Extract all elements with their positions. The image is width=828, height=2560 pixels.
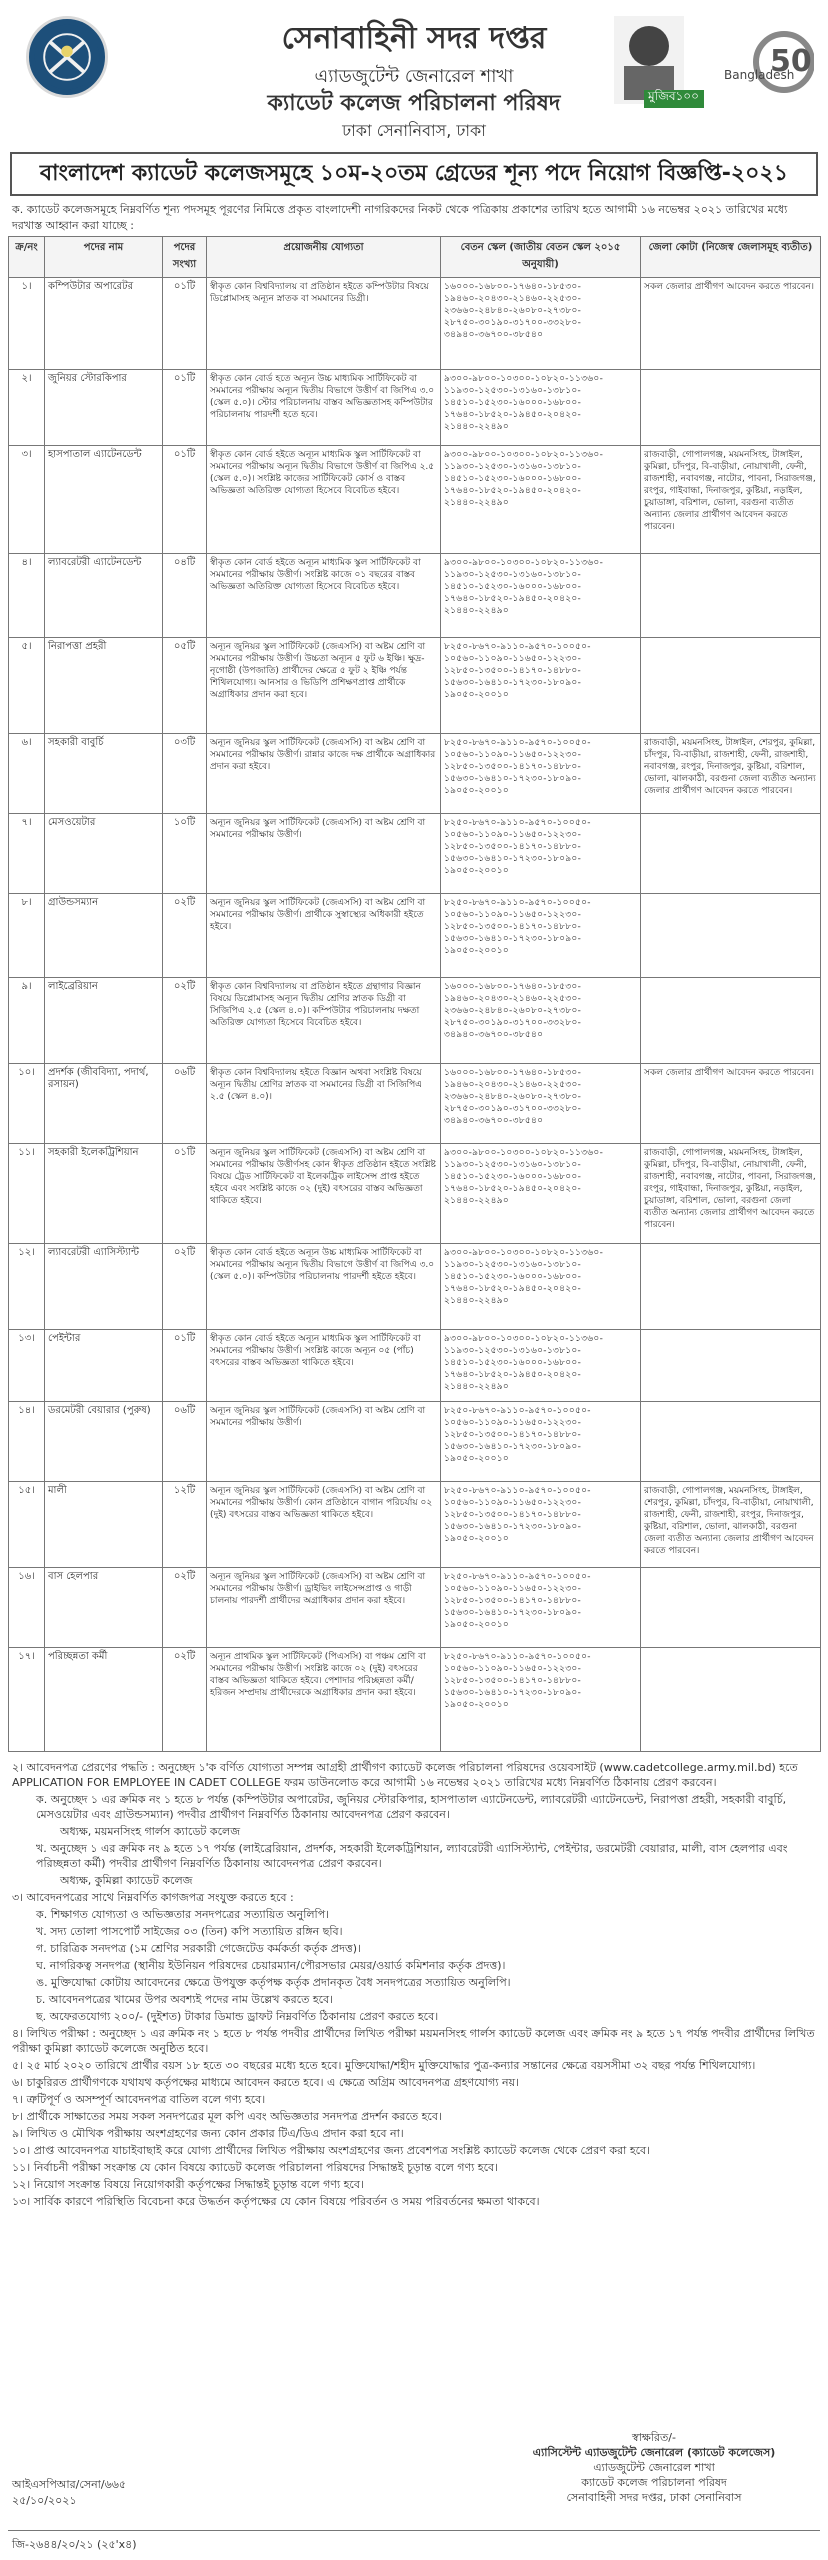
pay-scale-line: ১৯০৫০-২০০১০ [444,1700,510,1710]
pay-scale-line: ১১৯৩০-১২৫৩০-১৩১৬০-১৩৮১০- [444,1260,582,1270]
pay-scale-line: ২৩৬৬০-২৪৮৪০-২৬০৮০-২৭৩৮০- [444,306,582,316]
post-name-cell: সহকারী বাবুর্চি [45,734,163,814]
page-title: সেনাবাহিনী সদর দপ্তর [281,21,547,56]
table-row [9,1482,821,1568]
post-count-cell: ০২টি [163,894,207,978]
footer-paragraph: ছ. অফেরতযোগ্য ২০০/- (দুইশত) টাকার ডিমান্ড ড্রাফট নিম্নবর্ণিত ঠিকানায় প্রেরণ করতে হবে। [36,2010,439,2023]
pay-scale-line: ১৯০৫০-২০০১০ [444,866,510,876]
footer-paragraph: ১১। নির্বাচনী পরীক্ষা সংক্রান্ত যে কোন বিষয়ে ক্যাডেট কলেজ পরিচালনা পরিষদের সিদ্ধান্তই চূড়ান্ত বলে গণ্য হবে। [12,2161,499,2174]
qualification-cell: অন্যূন প্রাথমিক স্কুল সার্টিফিকেট (পিএসসি) বা পঞ্চম শ্রেণি বা সমমানের পরীক্ষায় উত্তীর্ণ। সংশ্লিষ্ট কাজে ০২ (দুই) বৎসরের বাস্তব অভিজ্ঞতা থাকিতে হইবে। পেশাদার পরিচ্ছন্নতা কর্মী/হরিজন সম্প্রদায় প্রার্থীদেরকে অগ্রাধিকার প্রদান করা হইবে। [207,1648,441,1752]
pay-scale-line: ১২৮৫০-১৩৫০০-১৪১৭০-১৪৮৮০- [444,762,582,772]
pay-scale-line: ১২৮৫০-১৩৫০০-১৪১৭০-১৪৮৮০- [444,1510,582,1520]
post-count-cell: ১২টি [163,1482,207,1568]
pay-scale-cell [441,1330,641,1402]
mujib100-logo-icon [604,10,814,120]
serial-cell: ৭। [9,814,45,894]
district-quota-cell [641,1568,821,1648]
qualification-cell: অন্যূন জুনিয়র স্কুল সার্টিফিকেট (জেএসসি) বা অষ্টম শ্রেণি বা সমমানের পরীক্ষায় উত্তীর্ণ। কোন প্রতিষ্ঠানে বাগান পরিচর্যায় ০২ (দুই) বৎসরের বাস্তব অভিজ্ঞতা থাকিতে হইবে। [207,1482,441,1568]
serial-cell: ১৪। [9,1402,45,1482]
org-name: ক্যাডেট কলেজ পরিচালনা পরিষদ [267,91,561,116]
pay-scale-line: ১৯০৫০-২০০১০ [444,946,510,956]
district-quota-cell [641,1402,821,1482]
post-name-cell: ল্যাবরেটরী এ্যাটেনডেন্ট [45,554,163,638]
post-count-cell: ০৬টি [163,1402,207,1482]
footer-paragraph: গ. চারিত্রিক সনদপত্র (১ম শ্রেণির সরকারী গেজেটেড কর্মকর্তা কর্তৃক প্রদত্ত)। [36,1942,361,1955]
qualification-cell: অন্যূন জুনিয়র স্কুল সার্টিফিকেট (জেএসসি) বা অষ্টম শ্রেণি বা সমমানের পরীক্ষায় উত্তীর্ণ। উচ্চতা অন্যূন ৫ ফুট ৬ ইঞ্চি। ক্ষুদ্র-নৃগোষ্ঠী (উপজাতি) প্রার্থীদের ক্ষেত্রে ৫ ফুট ২ ইঞ্চি পর্যন্ত শিথিলযোগ্য। আনসার ও ভিডিপি প্রশিক্ষণপ্রাপ্ত প্রার্থীকে অগ্রাধিকার প্রদান করা হবে। [207,638,441,734]
footer-paragraph: ৮। প্রার্থীকে সাক্ষাতের সময় সকল সনদপত্রের মূল কপি এবং অভিজ্ঞতার সনদপত্র প্রদর্শন করতে হবে। [12,2110,442,2123]
post-count-cell: ০৬টি [163,1064,207,1144]
post-name-cell: পেইন্টার [45,1330,163,1402]
pay-scale-line: ৯৩০০-৯৮০০-১০৩০০-১০৮২০-১১৩৬০- [444,1334,604,1344]
serial-cell: ১৫। [9,1482,45,1568]
fifty-logo-text: 50 [770,44,812,79]
pay-scale-line: ১৪৫১০-১৫২৩০-১৬০০০-১৬৮০০- [444,398,582,408]
header-post: পদের নাম [45,237,163,278]
qualification-cell: স্বীকৃত কোন বোর্ড হইতে অন্যূন মাধ্যমিক স্কুল সার্টিফিকেট বা সমমানের পরীক্ষায় উত্তীর্ণ। সংশ্লিষ্ট কাজে অন্যূন ০৫ (পাঁচ) বৎসরের বাস্তব অভিজ্ঞতা থাকিতে হইবে। [207,1330,441,1402]
serial-cell: ১১। [9,1144,45,1244]
pay-scale-line: ৮২৫০-৮৬৭০-৯১১০-৯৫৭০-১০০৫০- [444,898,591,908]
pay-scale-line: ২১৪৪০-২২৪৯০ [444,1382,510,1392]
table-row [9,1402,821,1482]
pay-scale-line: ২৩৬৬০-২৪৮৪০-২৬০৮০-২৭৩৮০- [444,1006,582,1016]
footer-paragraph: খ. অনুচ্ছেদ ১ এর ক্রমিক নং ৯ হতে ১৭ পর্যন্ত (লাইব্রেরিয়ান, প্রদর্শক, সহকারী ইলেকট্রিশিয়ান, ল্যাবরেটরী এ্যাসিস্ট্যান্ট, পেইন্টার, ডরমেটরী বেয়ারার, মালী, বাস হেলপার এবং পরিচ্ছন্নতা কর্মী) পদবীর প্রার্থীগণ নিম্নবর্ণিত ঠিকানায় আবেদনপত্র প্রেরণ করবেন। [36,1842,788,1870]
post-count-cell: ০১টি [163,370,207,446]
district-quota-cell [641,1330,821,1402]
district-quota-cell [641,894,821,978]
pay-scale-line: ৩৪৯৪০-৩৬৭০০-৩৮৫৪০ [444,1030,544,1040]
post-name-cell: হাসপাতাল এ্যাটেনডেন্ট [45,446,163,554]
post-name-cell: গ্রাউন্ডসম্যান [45,894,163,978]
ref-number: আইএসপিআর/সেনা/৬৬৫ [12,2478,127,2491]
qualification-cell: অন্যূন জুনিয়র স্কুল সার্টিফিকেট (জেএসসি) বা অষ্টম শ্রেণি বা সমমানের পরীক্ষায় উত্তীর্ণ। [207,814,441,894]
divider [8,2530,820,2531]
pay-scale-line: ১৬০০০-১৬৮০০-১৭৬৪০-১৮৫৩০- [444,982,582,992]
signature-org: ক্যাডেট কলেজ পরিচালনা পরিষদ [581,2476,727,2489]
pay-scale-cell [441,1064,641,1144]
serial-cell: ১০। [9,1064,45,1144]
pay-scale-cell [441,1144,641,1244]
pay-scale-line: ১০৫৬০-১১০৯০-১১৬৫০-১২২৩০- [444,830,582,840]
post-name-cell: ডরমেটরী বেয়ারার (পুরুষ) [45,1402,163,1482]
pay-scale-line: ১৯০৫০-২০০১০ [444,1454,510,1464]
pay-scale-line: ২৮৭৫০-৩০১৯০-৩১৭০০-৩৩২৮০- [444,1104,582,1114]
footer-paragraph: ৫। ২৫ মার্চ ২০২০ তারিখে প্রার্থীর বয়স ১৮ হতে ৩০ বছরের মধ্যে হতে হবে। মুক্তিযোদ্ধা/শহীদ মুক্তিযোদ্ধার পুত্র-কন্যার সন্তানের ক্ষেত্রে বয়সসীমা ৩২ বছর পর্যন্ত শিথিলযোগ্য। [12,2059,756,2072]
pay-scale-line: ১৬০০০-১৬৮০০-১৭৬৪০-১৮৫৩০- [444,1068,582,1078]
district-quota-cell: সকল জেলার প্রার্থীগণ আবেদন করতে পারবেন। [641,278,821,370]
post-count-cell: ১০টি [163,814,207,894]
footer-paragraph: অধ্যক্ষ, ময়মনসিংহ গার্লস ক্যাডেট কলেজ [60,1825,241,1838]
table-row [9,554,821,638]
header-district-quota: জেলা কোটা (নিজেস্ব জেলাসমূহ ব্যতীত) [641,237,821,278]
pay-scale-line: ১১৯৩০-১২৫৩০-১৩১৬০-১৩৮১০- [444,462,582,472]
pay-scale-line: ১৯০৫০-২০০১০ [444,1534,510,1544]
qualification-cell: অন্যূন জুনিয়র স্কুল সার্টিফিকেট (জেএসসি) বা অষ্টম শ্রেণি বা সমমানের পরীক্ষায় উত্তীর্ণ। [207,1402,441,1482]
qualification-cell: স্বীকৃত কোন বোর্ড হইতে অন্যূন মাধ্যমিক স্কুল সার্টিফিকেট বা সমমানের পরীক্ষায় অন্যূন দ্বিতীয় বিভাগে উত্তীর্ণ বা জিপিএ ২.৫ (স্কেল ৫.০)। সংশ্লিষ্ট কাজের সার্টিফিকেট কোর্স ও বাস্তব অভিজ্ঞতা অতিরিক্ত যোগ্যতা হিসেবে বিবেচিত হইবে। [207,446,441,554]
footer-paragraph: ২। আবেদনপত্র প্রেরণের পদ্ধতি : অনুচ্ছেদ ১'ক বর্ণিত যোগ্যতা সম্পন্ন আগ্রহী প্রার্থীগণ ক্যাডেট কলেজ পরিচালনা পরিষদের ওয়েবসাইট (www.cadetcollege.army.mil.bd) হতে APPLICATION FOR EMPLOYEE IN CADET COLLEGE ফরম ডাউনলোড করে আগামী ১৬ নভেম্বর ২০২১ তারিখের মধ্যে নিম্নবর্ণিত ঠিকানায় প্রেরণ করবেন। [12,1761,798,1789]
pay-scale-line: ১০৫৬০-১১০৯০-১১৬৫০-১২২৩০- [444,654,582,664]
qualification-cell: স্বীকৃত কোন বোর্ড হইতে অন্যূন উচ্চ মাধ্যমিক সার্টিফিকেট বা সমমানের পরীক্ষায় অন্যূন দ্বিতীয় বিভাগে উত্তীর্ণ বা জিপিএ ৩.০ (স্কেল ৫.০)। কম্পিউটার পরিচালনায় পারদর্শী হইতে হইবে। [207,1244,441,1330]
pay-scale-line: ২১৪৪০-২২৪৯০ [444,1296,510,1306]
post-name-cell: সহকারী ইলেকট্রিশিয়ান [45,1144,163,1244]
pay-scale-line: ১৫৬৩০-১৬৪১০-১৭২৩০-১৮০৯০- [444,854,582,864]
pay-scale-line: ১২৮৫০-১৩৫০০-১৪১৭০-১৪৮৮০- [444,1430,582,1440]
pay-scale-line: ২১৪৪০-২২৪৯০ [444,422,510,432]
table-header-row [9,237,821,278]
post-name-cell: ল্যাবরেটরী এ্যাসিস্ট্যান্ট [45,1244,163,1330]
pay-scale-line: ১১৯৩০-১২৫৩০-১৩১৬০-১৩৮১০- [444,1346,582,1356]
post-name-cell: মেসওয়েটার [45,814,163,894]
table-row [9,370,821,446]
signature-name: এ্যাসিস্টেন্ট এ্যাডজুটেন্ট জেনারেল (ক্যাডেট কলেজেস) [532,2446,776,2459]
signature-block [504,2430,804,2505]
pay-scale-line: ১৪৫১০-১৫২৩০-১৬০০০-১৬৮০০- [444,1172,582,1182]
pay-scale-line: ১৭৬৪০-১৮৫২০-১৯৪৫০-২০৪২০- [444,1284,582,1294]
pay-scale-cell [441,1244,641,1330]
pay-scale-cell [441,638,641,734]
header [0,0,828,150]
signature-location: সেনাবাহিনী সদর দপ্তর, ঢাকা সেনানিবাস [566,2491,742,2504]
bangladesh-logo-text: Bangladesh [724,68,795,82]
post-name-cell: লাইব্রেরিয়ান [45,978,163,1064]
pay-scale-line: ১১৯৩০-১২৫৩০-১৩১৬০-১৩৮১০- [444,570,582,580]
serial-cell: ২। [9,370,45,446]
table-row [9,1330,821,1402]
pay-scale-line: ১৫৬৩০-১৬৪১০-১৭২৩০-১৮০৯০- [444,678,582,688]
table-row [9,894,821,978]
footer-paragraph: ১৩। সার্বিক কারণে পরিস্থিতি বিবেচনা করে উদ্ধর্তন কর্তৃপক্ষের যে কোন বিষয়ে পরিবর্তন ও সময় পরিবর্তনের ক্ষমতা থাকবে। [12,2195,540,2208]
pay-scale-cell [441,446,641,554]
pay-scale-line: ১২৮৫০-১৩৫০০-১৪১৭০-১৪৮৮০- [444,666,582,676]
table-row [9,638,821,734]
footer-paragraph: খ. সদ্য তোলা পাসপোর্ট সাইজের ০৩ (তিন) কপি সত্যায়িত রঙ্গিন ছবি। [36,1925,343,1938]
post-count-cell: ০২টি [163,1648,207,1752]
serial-cell: ৯। [9,978,45,1064]
pay-scale-line: ১৭৬৪০-১৮৫২০-১৯৪৫০-২০৪২০- [444,1370,582,1380]
post-count-cell: ০২টি [163,1568,207,1648]
post-name-cell: কম্পিউটার অপারেটর [45,278,163,370]
district-quota-cell [641,978,821,1064]
pay-scale-line: ৯৩০০-৯৮০০-১০৩০০-১০৮২০-১১৩৬০- [444,1248,604,1258]
footer-instructions [12,1760,816,2211]
serial-cell: ৫। [9,638,45,734]
pay-scale-line: ২১৪৪০-২২৪৯০ [444,1196,510,1206]
table-row [9,734,821,814]
pay-scale-line: ১৫৬৩০-১৬৪১০-১৭২৩০-১৮০৯০- [444,774,582,784]
pay-scale-line: ১৯০৫০-২০০১০ [444,786,510,796]
pay-scale-line: ১৯৪৬০-২০৪৩০-২১৪৬০-২২৫৩০- [444,1080,582,1090]
pay-scale-cell [441,1568,641,1648]
pay-scale-line: ২৮৭৫০-৩০১৯০-৩১৭০০-৩৩২৮০- [444,318,582,328]
header-qualification: প্রয়োজনীয় যোগ্যতা [207,237,441,278]
qualification-cell: স্বীকৃত কোন বোর্ড হইতে অন্যূন মাধ্যমিক স্কুল সার্টিফিকেট বা সমমানের পরীক্ষায় উত্তীর্ণ। সংশ্লিষ্ট কাজে ০১ বছরের বাস্তব অভিজ্ঞতা অতিরিক্ত যোগ্যতা হিসেবে বিবেচিত হইবে। [207,554,441,638]
pay-scale-line: ৮২৫০-৮৬৭০-৯১১০-৯৫৭০-১০০৫০- [444,1572,591,1582]
post-count-cell: ০৫টি [163,638,207,734]
footer-paragraph: ৩। আবেদনপত্রের সাথে নিম্নবর্ণিত কাগজপত্র সংযুক্ত করতে হবে : [12,1891,294,1904]
pay-scale-line: ৮২৫০-৮৬৭০-৯১১০-৯৫৭০-১০০৫০- [444,1406,591,1416]
pay-scale-line: ১০৫৬০-১১০৯০-১১৬৫০-১২২৩০- [444,910,582,920]
table-row [9,1244,821,1330]
footer-paragraph: ৬। চাকুরিরত প্রার্থীগণকে যথাযথ কর্তৃপক্ষের মাধ্যমে আবেদন করতে হবে। এ ক্ষেত্রে অগ্রিম আবেদনপত্র গ্রহণযোগ্য নয়। [12,2076,520,2089]
pay-scale-line: ৯৩০০-৯৮০০-১০৩০০-১০৮২০-১১৩৬০- [444,1148,604,1158]
pay-scale-line: ১৯০৫০-২০০১০ [444,690,510,700]
district-quota-cell [641,1244,821,1330]
pay-scale-line: ১৯৪৬০-২০৪৩০-২১৪৬০-২২৫৩০- [444,994,582,1004]
pay-scale-line: ৮২৫০-৮৬৭০-৯১১০-৯৫৭০-১০০৫০- [444,1652,591,1662]
pay-scale-line: ১২৮৫০-১৩৫০০-১৪১৭০-১৪৮৮০- [444,922,582,932]
pay-scale-line: ৩৪৯৪০-৩৬৭০০-৩৮৫৪০ [444,330,544,340]
pay-scale-line: ৮২৫০-৮৬৭০-৯১১০-৯৫৭০-১০০৫০- [444,1486,591,1496]
post-count-cell: ০২টি [163,978,207,1064]
serial-cell: ১। [9,278,45,370]
district-quota-cell: সকল জেলার প্রার্থীগণ আবেদন করতে পারবেন। [641,1064,821,1144]
pay-scale-cell [441,1482,641,1568]
pay-scale-line: ১০৫৬০-১১০৯০-১১৬৫০-১২২৩০- [444,1664,582,1674]
post-count-cell: ০১টি [163,446,207,554]
pay-scale-cell [441,278,641,370]
district-quota-cell [641,638,821,734]
district-quota-cell [641,370,821,446]
qualification-cell: স্বীকৃত কোন বিশ্ববিদ্যালয় বা প্রতিষ্ঠান হইতে কম্পিউটার বিষয়ে ডিপ্লোমাসহ অন্যূন স্নাতক বা সমমানের ডিগ্রী। [207,278,441,370]
post-name-cell: নিরাপত্তা প্রহরী [45,638,163,734]
branch-name: এ্যাডজুটেন্ট জেনারেল শাখা [314,66,514,87]
pay-scale-line: ১৪৫১০-১৫২৩০-১৬০০০-১৬৮০০- [444,1358,582,1368]
pay-scale-line: ১৫৬৩০-১৬৪১০-১৭২৩০-১৮০৯০- [444,1522,582,1532]
table-row [9,446,821,554]
pay-scale-line: ১৪৫১০-১৫২৩০-১৬০০০-১৬৮০০- [444,1272,582,1282]
pay-scale-line: ১৭৬৪০-১৮৫২০-১৯৪৫০-২০৪২০- [444,594,582,604]
pay-scale-cell [441,734,641,814]
footer-paragraph: ঙ. মুক্তিযোদ্ধা কোটায় আবেদনের ক্ষেত্রে উপযুক্ত কর্তৃপক্ষ কর্তৃক প্রদানকৃত বৈধ সনদপত্রের সত্যায়িত অনুলিপি। [36,1976,511,1989]
pay-scale-line: ৯৩০০-৯৮০০-১০৩০০-১০৮২০-১১৩৬০- [444,450,604,460]
pay-scale-line: ২৮৭৫০-৩০১৯০-৩১৭০০-৩৩২৮০- [444,1018,582,1028]
qualification-cell: অন্যূন জুনিয়র স্কুল সার্টিফিকেট (জেএসসি) বা অষ্টম শ্রেণি বা সমমানের পরীক্ষায় উত্তীর্ণ। ড্রাইভিং লাইসেন্সপ্রাপ্ত ও গাড়ী চালনায় পারদর্শী প্রার্থীদের অগ্রাধিকার প্রদান করা হইবে। [207,1568,441,1648]
vacancy-table [8,236,821,1752]
district-quota-cell [641,554,821,638]
signature-label: স্বাক্ষরিত/- [632,2431,676,2444]
district-quota-cell [641,1648,821,1752]
serial-cell: ১৭। [9,1648,45,1752]
pay-scale-line: ১২৮৫০-১৩৫০০-১৪১৭০-১৪৮৮০- [444,842,582,852]
pay-scale-line: ২৩৬৬০-২৪৮৪০-২৬০৮০-২৭৩৮০- [444,1092,582,1102]
post-name-cell: জুনিয়র স্টোরকিপার [45,370,163,446]
pay-scale-line: ১৪৫১০-১৫২৩০-১৬০০০-১৬৮০০- [444,474,582,484]
qualification-cell: স্বীকৃত কোন বোর্ড হতে অন্যূন উচ্চ মাধ্যমিক সার্টিফিকেট বা সমমানের পরীক্ষায় অন্যূন দ্বিতীয় বিভাগে উত্তীর্ণ বা জিপিএ ৩.০ (স্কেল ৫.০)। স্টোর পরিচালনায় বাস্তব অভিজ্ঞতাসহ কম্পিউটার পরিচালনায় পারদর্শী হতে হবে। [207,370,441,446]
district-quota-cell: রাজবাড়ী, গোপালগঞ্জ, ময়মনসিংহ, টাঙ্গাইল, কুমিল্লা, চাঁদপুর, বি-বাড়ীয়া, নোয়াখালী, ফেনী, রাজশাহী, নবাবগঞ্জ, নাটোর, পাবনা, সিরাজগঞ্জ, রংপুর, গাইবান্ধা, দিনাজপুর, কুষ্টিয়া, নড়াইল, চুয়াডাঙ্গা, বরিশাল, ভোলা, বরগুনা জেলা ব্যতীত অন্যান্য জেলার প্রার্থীগণ আবেদন করতে পারবেন। [641,1144,821,1244]
intro-text: ক. ক্যাডেট কলেজসমূহে নিম্নবর্ণিত শূন্য পদসমূহ পূরণের নিমিত্তে প্রকৃত বাংলাদেশী নাগরিকদের নিকট থেকে পত্রিকায় প্রকাশের তারিখ হতে আগামী ১৬ নভেম্বর ২০২১ তারিখের মধ্যে দরখাস্ত আহ্বান করা যাচ্ছে : [12,203,788,232]
pay-scale-line: ১০৫৬০-১১০৯০-১১৬৫০-১২২৩০- [444,1418,582,1428]
pay-scale-line: ১৭৬৪০-১৮৫২০-১৯৪৫০-২০৪২০- [444,410,582,420]
pay-scale-line: ১৫৬৩০-১৬৪১০-১৭২৩০-১৮০৯০- [444,1442,582,1452]
footer-paragraph: ৪। লিখিত পরীক্ষা : অনুচ্ছেদ ১ এর ক্রমিক নং ১ হতে ৮ পর্যন্ত পদবীর প্রার্থীদের লিখিত পরীক্ষা ময়মনসিংহ গার্লস ক্যাডেট কলেজ এবং ক্রমিক নং ৯ হতে ১৭ পর্যন্ত পদবীর প্রার্থীদের লিখিত পরীক্ষা কুমিল্লা ক্যাডেট কলেজে অনুষ্ঠিত হবে। [12,2027,815,2055]
district-quota-cell [641,814,821,894]
pay-scale-line: ১০৫৬০-১১০৯০-১১৬৫০-১২২৩০- [444,1498,582,1508]
footer-paragraph: ১২। নিয়োগ সংক্রান্ত বিষয়ে নিয়োগকারী কর্তৃপক্ষের সিদ্ধান্তই চূড়ান্ত বলে গণ্য হবে। [12,2178,364,2191]
pay-scale-cell [441,894,641,978]
mujib-logo-text: মুজিব১০০ [648,89,699,103]
pay-scale-line: ১৭৬৪০-১৮৫২০-১৯৪৫০-২০৪২০- [444,486,582,496]
footer-paragraph: ক. অনুচ্ছেদ ১ এর ক্রমিক নং ১ হতে ৮ পর্যন্ত (কম্পিউটার অপারেটর, জুনিয়র স্টোরকিপার, হাসপাতাল এ্যাটেনডেন্ট, ল্যাবরেটরী এ্যাটেনডেন্ট, নিরাপত্তা প্রহরী, সহকারী বাবুর্চি, মেসওয়েটার এবং গ্রাউন্ডসম্যান) পদবীর প্রার্থীগণ নিম্নবর্ণিত ঠিকানায় আবেদনপত্র প্রেরণ করবেন। [36,1793,787,1821]
post-name-cell: পরিচ্ছন্নতা কর্মী [45,1648,163,1752]
footer-paragraph: অধ্যক্ষ, কুমিল্লা ক্যাডেট কলেজ [60,1874,193,1887]
pay-scale-line: ১০৫৬০-১১০৯০-১১৬৫০-১২২৩০- [444,1584,582,1594]
ref-date: ২৫/১০/২০২১ [12,2494,77,2507]
pay-scale-line: ২১৪৪০-২২৪৯০ [444,606,510,616]
pay-scale-line: ১০৫৬০-১১০৯০-১১৬৫০-১২২৩০- [444,750,582,760]
district-quota-cell: রাজবাড়ী, গোপালগঞ্জ, ময়মনসিংহ, টাঙ্গাইল, কুমিল্লা, চাঁদপুর, বি-বাড়ীয়া, নোয়াখালী, ফেনী, রাজশাহী, নবাবগঞ্জ, নাটোর, পাবনা, সিরাজগঞ্জ, রংপুর, গাইবান্ধা, দিনাজপুর, কুষ্টিয়া, নড়াইল, চুয়াডাঙ্গা, বরিশাল, ভোলা, বরগুনা ব্যতীত অন্যান্য জেলার প্রার্থীগণ আবেদন করতে পারবেন। [641,446,821,554]
pay-scale-line: ১৪৫১০-১৫২৩০-১৬০০০-১৬৮০০- [444,582,582,592]
post-name-cell: মালী [45,1482,163,1568]
signature-branch: এ্যাডজুটেন্ট জেনারেল শাখা [593,2461,715,2474]
footer-paragraph: ৭। ত্রুটিপূর্ণ ও অসম্পূর্ণ আবেদনপত্র বাতিল বলে গণ্য হবে। [12,2093,266,2106]
pay-scale-line: ১৯০৫০-২০০১০ [444,1620,510,1630]
footer-paragraph: ক. শিক্ষাগত যোগ্যতা ও অভিজ্ঞতার সনদপত্রের সত্যায়িত অনুলিপি। [36,1908,330,1921]
header-serial: ক্র/নং [9,237,45,278]
pay-scale-line: ৯৩০০-৯৮০০-১০৩০০-১০৮২০-১১৩৬০- [444,374,604,384]
pay-scale-line: ১২৮৫০-১৩৫০০-১৪১৭০-১৪৮৮০- [444,1596,582,1606]
post-name-cell: বাস হেলপার [45,1568,163,1648]
pay-scale-line: ১১৯৩০-১২৫৩০-১৩১৬০-১৩৮১০- [444,1160,582,1170]
pay-scale-line: ২১৪৪০-২২৪৯০ [444,498,510,508]
serial-cell: ১৩। [9,1330,45,1402]
post-count-cell: ০১টি [163,278,207,370]
pay-scale-line: ৩৪৯৪০-৩৬৭০০-৩৮৫৪০ [444,1116,544,1126]
serial-cell: ১২। [9,1244,45,1330]
header-count: পদের সংখ্যা [163,237,207,278]
footer-paragraph: ৯। লিখিত ও মৌখিক পরীক্ষায় অংশগ্রহণের জন্য কোন প্রকার টিএ/ডিএ প্রদান করা হবে না। [12,2127,404,2140]
qualification-cell: অন্যূন জুনিয়র স্কুল সার্টিফিকেট (জেএসসি) বা অষ্টম শ্রেণি বা সমমানের পরীক্ষায় উত্তীর্ণ। রান্নার কাজে দক্ষ প্রার্থীকে অগ্রাধিকার প্রদান করা হইবে। [207,734,441,814]
notice-banner: বাংলাদেশ ক্যাডেট কলেজসমূহে ১০ম-২০তম গ্রেডের শূন্য পদে নিয়োগ বিজ্ঞপ্তি-২০২১ [10,152,818,196]
pay-scale-line: ১৫৬৩০-১৬৪১০-১৭২৩০-১৮০৯০- [444,934,582,944]
pay-scale-line: ১৬০০০-১৬৮০০-১৭৬৪০-১৮৫৩০- [444,282,582,292]
pay-scale-line: ১৫৬৩০-১৬৪১০-১৭২৩০-১৮০৯০- [444,1608,582,1618]
pay-scale-line: ১৭৬৪০-১৮৫২০-১৯৪৫০-২০৪২০- [444,1184,582,1194]
pay-scale-line: ১৯৪৬০-২০৪৩০-২১৪৬০-২২৫৩০- [444,294,582,304]
qualification-cell: অন্যূন জুনিয়র স্কুল সার্টিফিকেট (জেএসসি) বা অষ্টম শ্রেণি বা সমমানের পরীক্ষায় উত্তীর্ণ। প্রার্থীকে সুস্বাস্থ্যের অধিকারী হইতে হইবে। [207,894,441,978]
location: ঢাকা সেনানিবাস, ঢাকা [342,121,486,140]
pay-scale-cell [441,370,641,446]
table-row [9,1064,821,1144]
qualification-cell: অন্যূন জুনিয়র স্কুল সার্টিফিকেট (জেএসসি) বা অষ্টম শ্রেণি বা সমমানের পরীক্ষায় উত্তীর্ণসহ কোন স্বীকৃত প্রতিষ্ঠান হইতে সংশ্লিষ্ট বিষয়ে ট্রেড সার্টিফিকেট বা ইলেকট্রিক লাইসেন্স প্রাপ্ত হইতে হইবে এবং সংশ্লিষ্ট কাজে ০২ (দুই) বৎসরের বাস্তব অভিজ্ঞতা থাকিতে হইবে। [207,1144,441,1244]
table-row [9,1648,821,1752]
pay-scale-cell [441,978,641,1064]
post-count-cell: ০১টি [163,1330,207,1402]
table-row [9,814,821,894]
district-quota-cell: রাজবাড়ী, ময়মনসিংহ, টাঙ্গাইল, শেরপুর, কুমিল্লা, চাঁদপুর, বি-বাড়ীয়া, রাজশাহী, ফেনী, রাজশাহী, নবাবগঞ্জ, রংপুর, দিনাজপুর, কুষ্টিয়া, বরিশাল, ভোলা, ঝালকাঠী, বরগুনা জেলা ব্যতীত অন্যান্য জেলার প্রার্থীগণ আবেদন করতে পারবেন। [641,734,821,814]
serial-cell: ৮। [9,894,45,978]
qualification-cell: স্বীকৃত কোন বিশ্ববিদ্যালয় হইতে বিজ্ঞান অথবা সংশ্লিষ্ট বিষয়ে অন্যূন দ্বিতীয় শ্রেণির স্নাতক বা সমমানের ডিগ্রী বা সিজিপিএ ২.৫ (স্কেল ৪.০)। [207,1064,441,1144]
serial-cell: ৩। [9,446,45,554]
pay-scale-cell [441,814,641,894]
pay-scale-line: ১১৯৩০-১২৫৩০-১৩১৬০-১৩৮১০- [444,386,582,396]
serial-cell: ১৬। [9,1568,45,1648]
pay-scale-cell [441,1648,641,1752]
pay-scale-line: ১২৮৫০-১৩৫০০-১৪১৭০-১৪৮৮০- [444,1676,582,1686]
pay-scale-line: ৮২৫০-৮৬৭০-৯১১০-৯৫৭০-১০০৫০- [444,738,591,748]
serial-cell: ৪। [9,554,45,638]
header-pay-scale: বেতন স্কেল (জাতীয় বেতন স্কেল ২০১৫ অনুযায়ী) [441,237,641,278]
print-ref: জি-২৬৪৪/২০/২১ (২৫'x৪) [12,2538,137,2551]
footer-paragraph: ১০। প্রাপ্ত আবেদনপত্র যাচাইবাছাই করে যোগ্য প্রার্থীদের লিখিত পরীক্ষায় অংশগ্রহণের জন্য প্রবেশপত্র সংশ্লিষ্ট ক্যাডেট কলেজ থেকে প্রেরণ করা হবে। [12,2144,651,2157]
post-count-cell: ০২টি [163,1244,207,1330]
serial-cell: ৬। [9,734,45,814]
pay-scale-line: ৮২৫০-৮৬৭০-৯১১০-৯৫৭০-১০০৫০- [444,642,591,652]
table-row [9,1568,821,1648]
qualification-cell: স্বীকৃত কোন বিশ্ববিদ্যালয় বা প্রতিষ্ঠান হইতে গ্রন্থাগার বিজ্ঞান বিষয়ে ডিপ্লোমাসহ অন্যূন দ্বিতীয় শ্রেণির স্নাতক ডিগ্রী বা সিজিপিএ ২.৫ (স্কেল ৪.০)। কম্পিউটার পরিচালনায় দক্ষতা অতিরিক্ত যোগ্যতা হিসেবে বিবেচিত হইবে। [207,978,441,1064]
pay-scale-line: ৯৩০০-৯৮০০-১০৩০০-১০৮২০-১১৩৬০- [444,558,604,568]
post-count-cell: ০৩টি [163,734,207,814]
post-count-cell: ০১টি [163,1144,207,1244]
post-count-cell: ০৪টি [163,554,207,638]
pay-scale-line: ১৫৬৩০-১৬৪১০-১৭২৩০-১৮০৯০- [444,1688,582,1698]
pay-scale-line: ৮২৫০-৮৬৭০-৯১১০-৯৫৭০-১০০৫০- [444,818,591,828]
footer-paragraph: চ. আবেদনপত্রের খামের উপর অবশ্যই পদের নাম উল্লেখ করতে হবে। [36,1993,334,2006]
table-row [9,1144,821,1244]
table-row [9,978,821,1064]
pay-scale-cell [441,554,641,638]
district-quota-cell: রাজবাড়ী, গোপালগঞ্জ, ময়মনসিংহ, টাঙ্গাইল, শেরপুর, কুমিল্লা, চাঁদপুর, বি-বাড়ীয়া, নোয়াখালী, রাজশাহী, ফেনী, রাজশাহী, রংপুর, দিনাজপুর, কুষ্টিয়া, বরিশাল, ভোলা, ঝালকাঠী, বরগুনা জেলা ব্যতীত অন্যান্য জেলার প্রার্থীগণ আবেদন করতে পারবেন। [641,1482,821,1568]
footer-paragraph: ঘ. নাগরিকত্ব সনদপত্র (স্থানীয় ইউনিয়ন পরিষদের চেয়ারম্যান/পৌরসভার মেয়র/ওয়ার্ড কমিশনার কর্তৃক প্রদত্ত)। [36,1959,506,1972]
pay-scale-cell [441,1402,641,1482]
post-name-cell: প্রদর্শক (জীববিদ্যা, পদার্থ, রসায়ন) [45,1064,163,1144]
table-row [9,278,821,370]
